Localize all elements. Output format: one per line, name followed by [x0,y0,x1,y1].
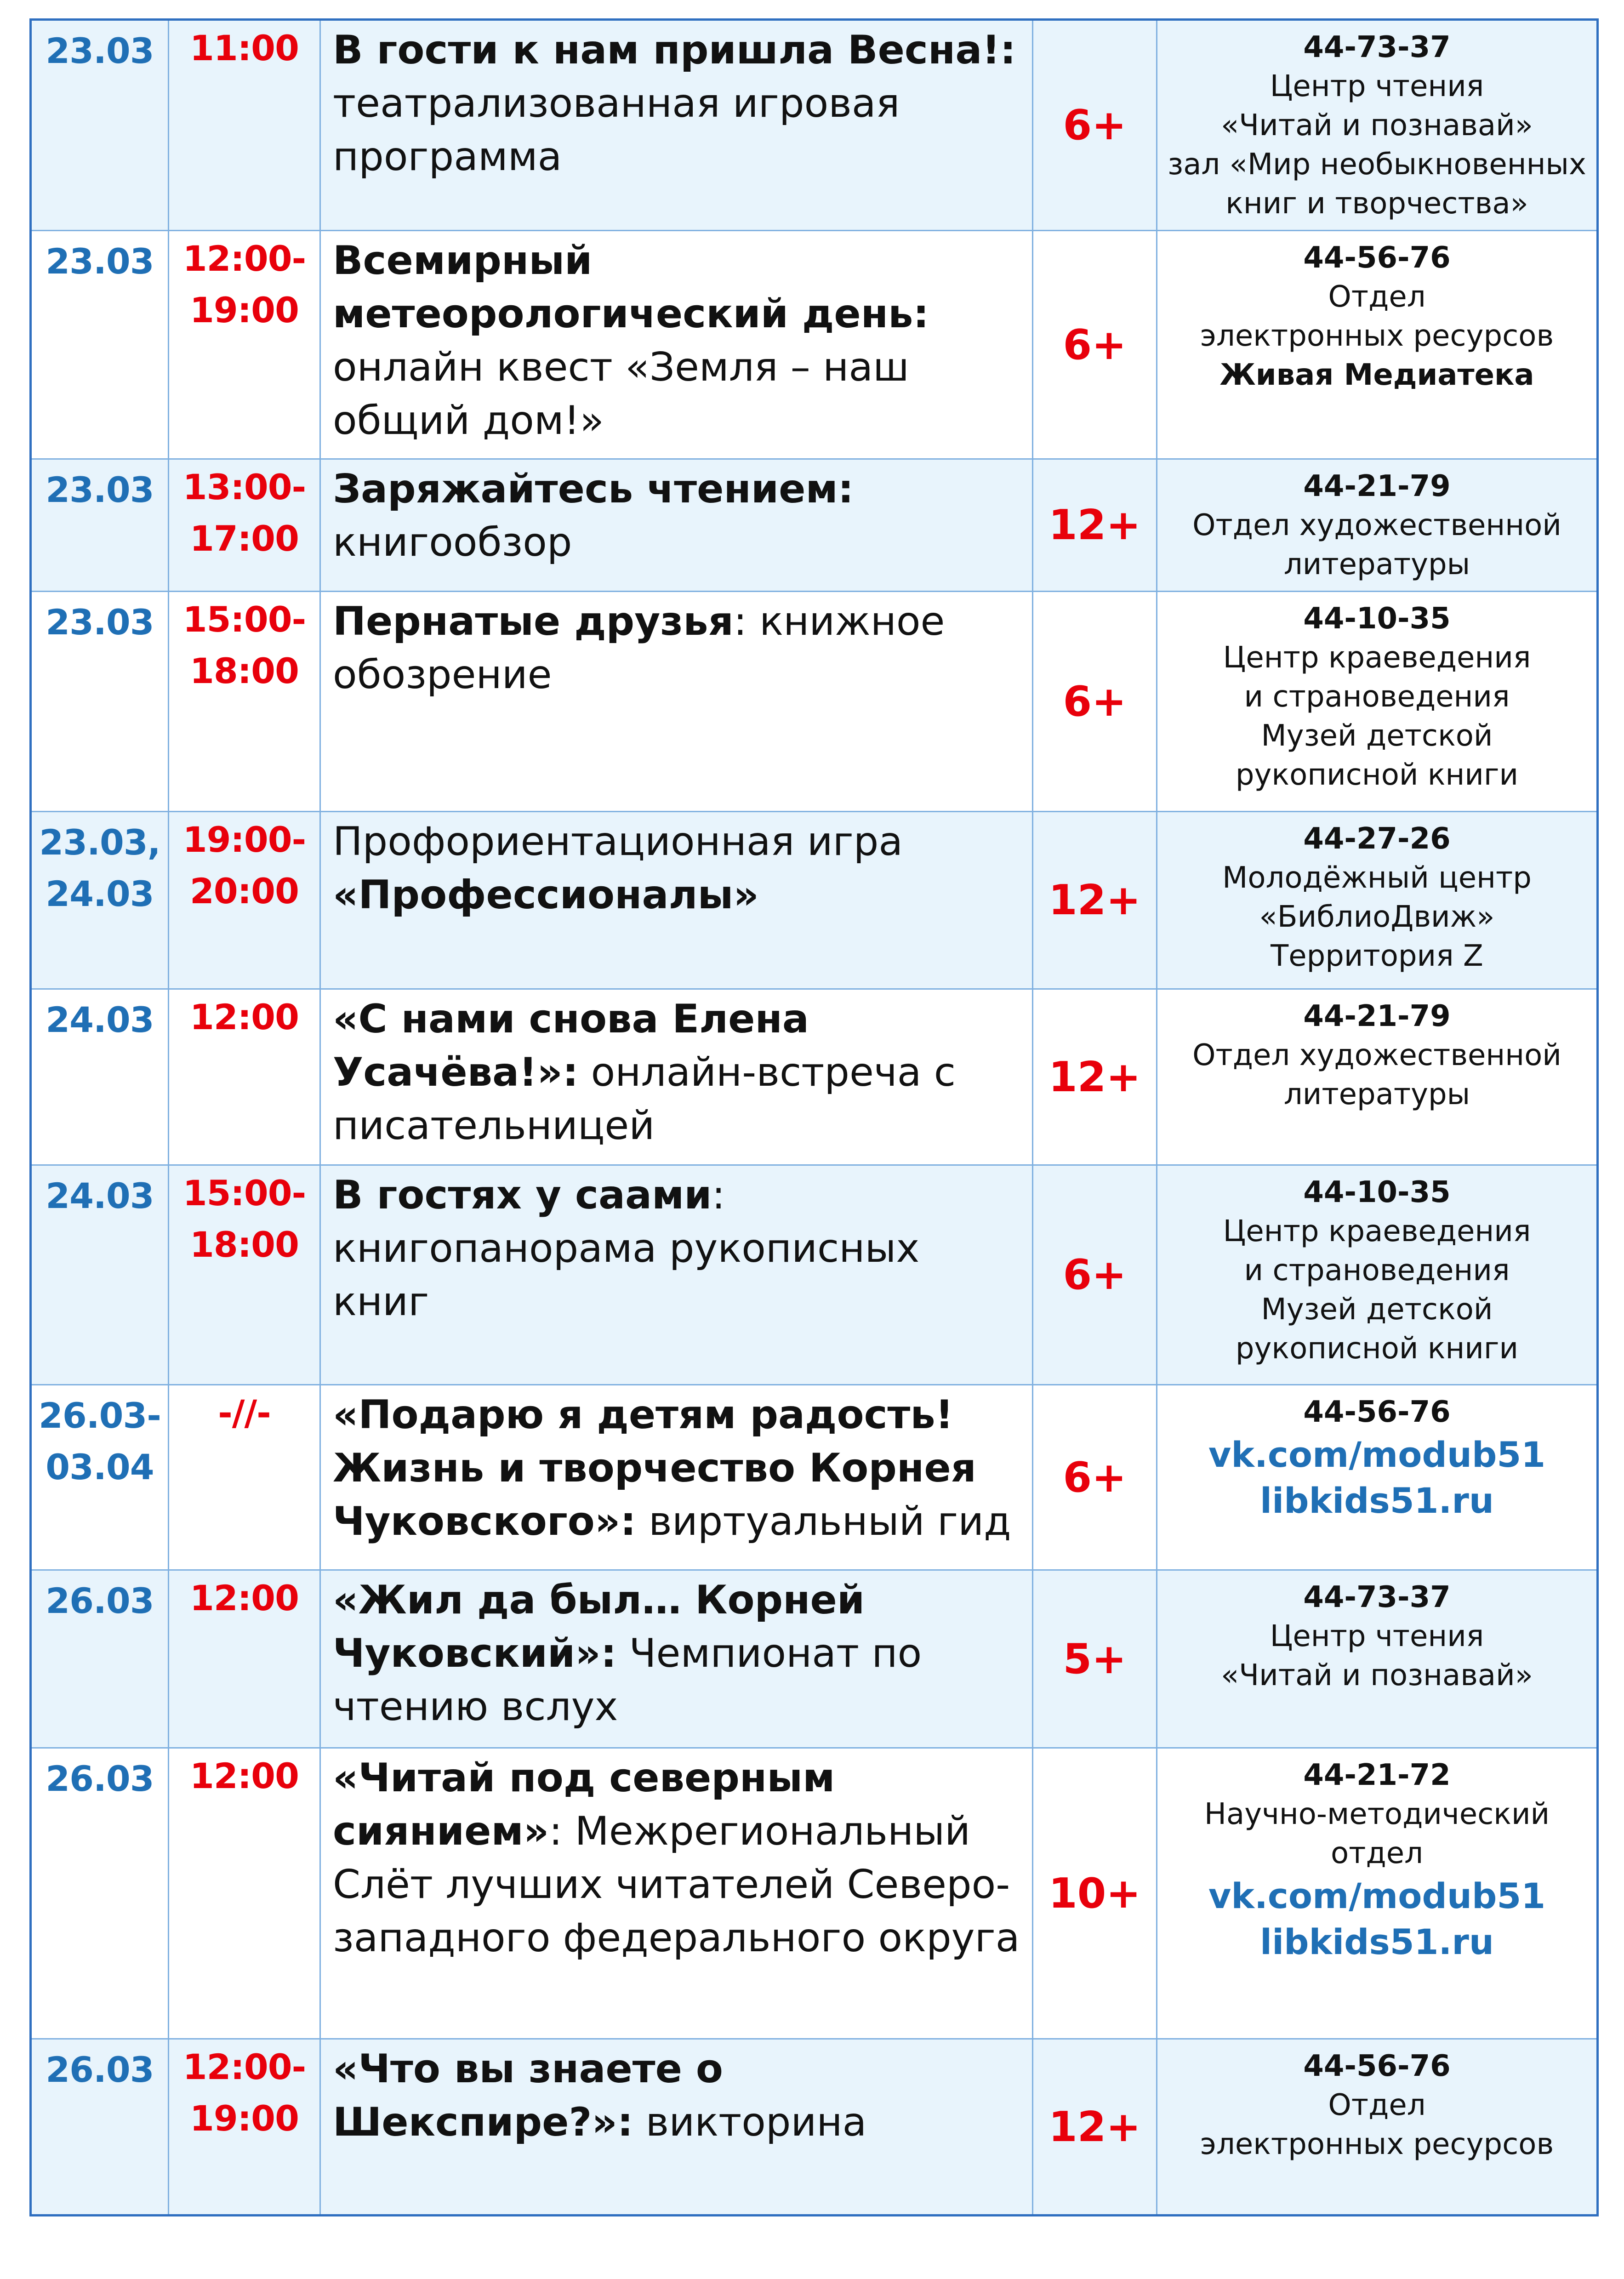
event-row [31,1748,1598,2039]
contact-line: Центр краеведения [1223,641,1531,675]
contact-block [1157,21,1596,230]
time-cell [169,989,320,1165]
contact-line: зал «Мир необыкновенных [1168,148,1586,182]
event-title-bold: В гости к нам пришла Весна!: [333,27,1016,73]
title-cell [320,231,1033,459]
date-cell [31,1165,169,1385]
phone-number: 44-56-76 [1303,241,1451,275]
event-row [31,2039,1598,2216]
event-date: 26.03 [46,1580,154,1621]
age-cell [1033,1748,1157,2039]
contact-cell [1157,592,1598,812]
event-title [321,231,1032,454]
age-rating: 12+ [1048,501,1141,549]
time-cell [169,1748,320,2039]
age-cell [1033,2039,1157,2216]
contact-cell [1157,1570,1598,1748]
event-title-bold: Заряжайтесь чтением: [333,466,854,512]
event-time: 12:00- 19:00 [182,2046,306,2139]
event-row [31,1570,1598,1748]
title-cell [320,592,1033,812]
title-cell [320,2039,1033,2216]
contact-line: Отдел художественной [1192,508,1561,542]
contact-line: Молодёжный центр [1222,861,1532,895]
event-row [31,1385,1598,1570]
contact-line: Отдел [1328,2088,1426,2122]
contact-line: и страноведения [1244,1253,1510,1288]
age-rating: 5+ [1063,1635,1127,1683]
time-cell [169,2039,320,2216]
contact-line: Территория Z [1271,939,1483,973]
contact-link[interactable]: vk.com/modub51 [1208,1875,1546,1916]
title-cell [320,1165,1033,1385]
phone-number: 44-27-26 [1303,822,1451,856]
age-cell [1033,1385,1157,1570]
age-cell [1033,812,1157,989]
event-date: 26.03- 03.04 [39,1395,161,1487]
event-title-bold: «Жил да был… Корней Чуковский»: [333,1577,865,1676]
phone-number: 44-10-35 [1303,1175,1451,1209]
age-rating: 6+ [1063,101,1127,149]
contact-line: рукописной книги [1235,758,1519,792]
event-time: 12:00 [190,1578,299,1618]
contact-line: «Читай и познавай» [1221,1658,1533,1692]
age-rating: 10+ [1048,1869,1141,1918]
event-date: 23.03 [46,241,154,282]
event-row [31,20,1598,231]
event-title [321,460,1032,575]
event-time: 12:00 [190,997,299,1037]
age-cell [1033,1165,1157,1385]
event-title-prefix: Профориентационная игра [333,819,903,865]
event-row [31,1165,1598,1385]
event-time: 12:00 [190,1755,299,1796]
phone-number: 44-56-76 [1303,1395,1451,1429]
event-title-bold: Пернатые друзья [333,598,734,644]
contact-block [1157,460,1596,591]
event-title [321,2040,1032,2155]
event-title-bold: «Читай под северным сиянием» [333,1755,835,1854]
contact-link[interactable]: vk.com/modub51 [1208,1434,1546,1475]
contact-line: литературы [1283,1077,1470,1111]
contact-line: книг и творчества» [1225,187,1528,221]
age-cell [1033,1570,1157,1748]
contact-line: электронных ресурсов [1200,2127,1554,2161]
date-cell [31,812,169,989]
title-cell [320,20,1033,231]
event-time: 15:00- 18:00 [182,1173,306,1265]
event-row [31,812,1598,989]
event-title [321,1749,1032,1971]
age-rating: 6+ [1063,320,1127,369]
contact-block [1157,990,1596,1121]
event-title-rest: театрализованная игровая программа [333,80,900,180]
contact-link[interactable]: libkids51.ru [1260,1921,1494,1962]
event-title [321,592,1032,708]
event-date: 24.03 [46,1175,154,1216]
contact-block [1157,592,1596,801]
phone-number: 44-21-72 [1303,1758,1451,1792]
event-title [321,1571,1032,1740]
time-cell [169,1385,320,1570]
contact-line: Научно-методический [1204,1797,1550,1831]
contact-line: «БиблиоДвиж» [1259,900,1495,934]
events-schedule [29,18,1596,2216]
event-title-bold: Всемирный метеорологический день: [333,238,929,337]
phone-number: 44-21-79 [1303,999,1451,1033]
event-title [321,1166,1032,1335]
event-title-rest: : Межрегиональный Слёт лучших читателей Северо-западного федерального округа [333,1808,1020,1961]
time-cell [169,592,320,812]
phone-number: 44-10-35 [1303,602,1451,636]
age-rating: 12+ [1048,2102,1141,2151]
contact-line: Отдел художественной [1192,1038,1561,1072]
date-cell [31,231,169,459]
event-row [31,231,1598,459]
age-cell [1033,231,1157,459]
event-title-rest: книгообзор [333,519,572,565]
contact-line: Центр чтения [1270,1619,1484,1653]
date-cell [31,459,169,592]
contact-cell [1157,231,1598,459]
date-cell [31,1385,169,1570]
contact-block [1157,812,1596,982]
contact-strong-line: Живая Медиатека [1219,358,1534,392]
event-row [31,459,1598,592]
contact-line: Центр чтения [1270,69,1484,103]
phone-number: 44-73-37 [1303,1580,1451,1614]
contact-line: и страноведения [1244,680,1510,714]
contact-block [1157,1749,1596,1971]
event-title-rest: онлайн-встреча с писательницей [333,1049,956,1149]
time-cell [169,1570,320,1748]
contact-line: Музей детской [1261,719,1493,753]
contact-block [1157,1166,1596,1375]
contact-cell [1157,1748,1598,2039]
event-title-bold: «Профессионалы» [333,872,759,918]
contact-block [1157,1385,1596,1530]
contact-line: электронных ресурсов [1200,319,1554,353]
title-cell [320,812,1033,989]
event-title-rest: : книгопанорама рукописных книг [333,1172,920,1325]
event-row [31,592,1598,812]
contact-line: Отдел [1328,280,1426,314]
contact-line: рукописной книги [1235,1332,1519,1366]
contact-line: Центр краеведения [1223,1214,1531,1248]
contact-cell [1157,812,1598,989]
date-cell [31,20,169,231]
time-cell [169,1165,320,1385]
event-title-rest: викторина [633,2099,867,2145]
event-row [31,989,1598,1165]
contact-cell [1157,2039,1598,2216]
contact-cell [1157,20,1598,231]
event-title-rest: Чемпионат по чтению вслух [333,1630,922,1730]
phone-number: 44-56-76 [1303,2049,1451,2083]
time-cell [169,459,320,592]
events-table [29,18,1599,2216]
date-cell [31,1570,169,1748]
event-title [321,990,1032,1159]
phone-number: 44-73-37 [1303,30,1451,64]
event-title-rest: : книжное обозрение [333,598,945,698]
contact-line: Музей детской [1261,1293,1493,1327]
event-date: 23.03, 24.03 [39,822,160,914]
contact-block [1157,231,1596,401]
event-title-bold: «С нами снова Елена Усачёва!»: [333,996,809,1095]
title-cell [320,1570,1033,1748]
time-cell [169,812,320,989]
date-cell [31,989,169,1165]
event-title [321,812,1032,928]
date-cell [31,2039,169,2216]
time-cell [169,20,320,231]
age-cell [1033,989,1157,1165]
event-time: 13:00- 17:00 [182,467,306,559]
event-time: 15:00- 18:00 [182,599,306,691]
phone-number: 44-21-79 [1303,469,1451,503]
date-cell [31,592,169,812]
event-title-rest: виртуальный гид [636,1498,1011,1544]
event-title-rest: онлайн квест «Земля – наш общий дом!» [333,344,909,444]
event-date: 24.03 [46,999,154,1040]
event-time: 19:00- 20:00 [182,819,306,912]
contact-block [1157,2040,1596,2171]
contact-link[interactable]: libkids51.ru [1260,1480,1494,1521]
event-date: 26.03 [46,2049,154,2090]
event-date: 23.03 [46,30,154,71]
age-rating: 12+ [1048,876,1141,924]
age-rating: 12+ [1048,1053,1141,1101]
event-time: 12:00- 19:00 [182,238,306,330]
age-cell [1033,20,1157,231]
event-date: 26.03 [46,1758,154,1799]
contact-cell [1157,1385,1598,1570]
event-time: -//- [218,1392,271,1433]
event-date: 23.03 [46,469,154,510]
age-rating: 6+ [1063,1251,1127,1299]
event-title-bold: «Что вы знаете о Шекспире?»: [333,2046,723,2145]
event-date: 23.03 [46,602,154,643]
contact-cell [1157,1165,1598,1385]
date-cell [31,1748,169,2039]
age-rating: 6+ [1063,1453,1127,1502]
contact-block [1157,1571,1596,1702]
event-title [321,21,1032,190]
event-time: 11:00 [190,28,299,68]
title-cell [320,989,1033,1165]
title-cell [320,459,1033,592]
age-cell [1033,459,1157,592]
title-cell [320,1385,1033,1570]
contact-cell [1157,989,1598,1165]
title-cell [320,1748,1033,2039]
event-title [321,1385,1032,1555]
age-cell [1033,592,1157,812]
age-rating: 6+ [1063,677,1127,726]
contact-line: литературы [1283,547,1470,581]
contact-line: отдел [1331,1836,1423,1870]
event-title-bold: «Подарю я детям радость! Жизнь и творчество Корнея Чуковского»: [333,1392,976,1544]
event-title-bold: В гостях у саами [333,1172,712,1218]
contact-cell [1157,459,1598,592]
contact-line: «Читай и познавай» [1221,108,1533,142]
time-cell [169,231,320,459]
